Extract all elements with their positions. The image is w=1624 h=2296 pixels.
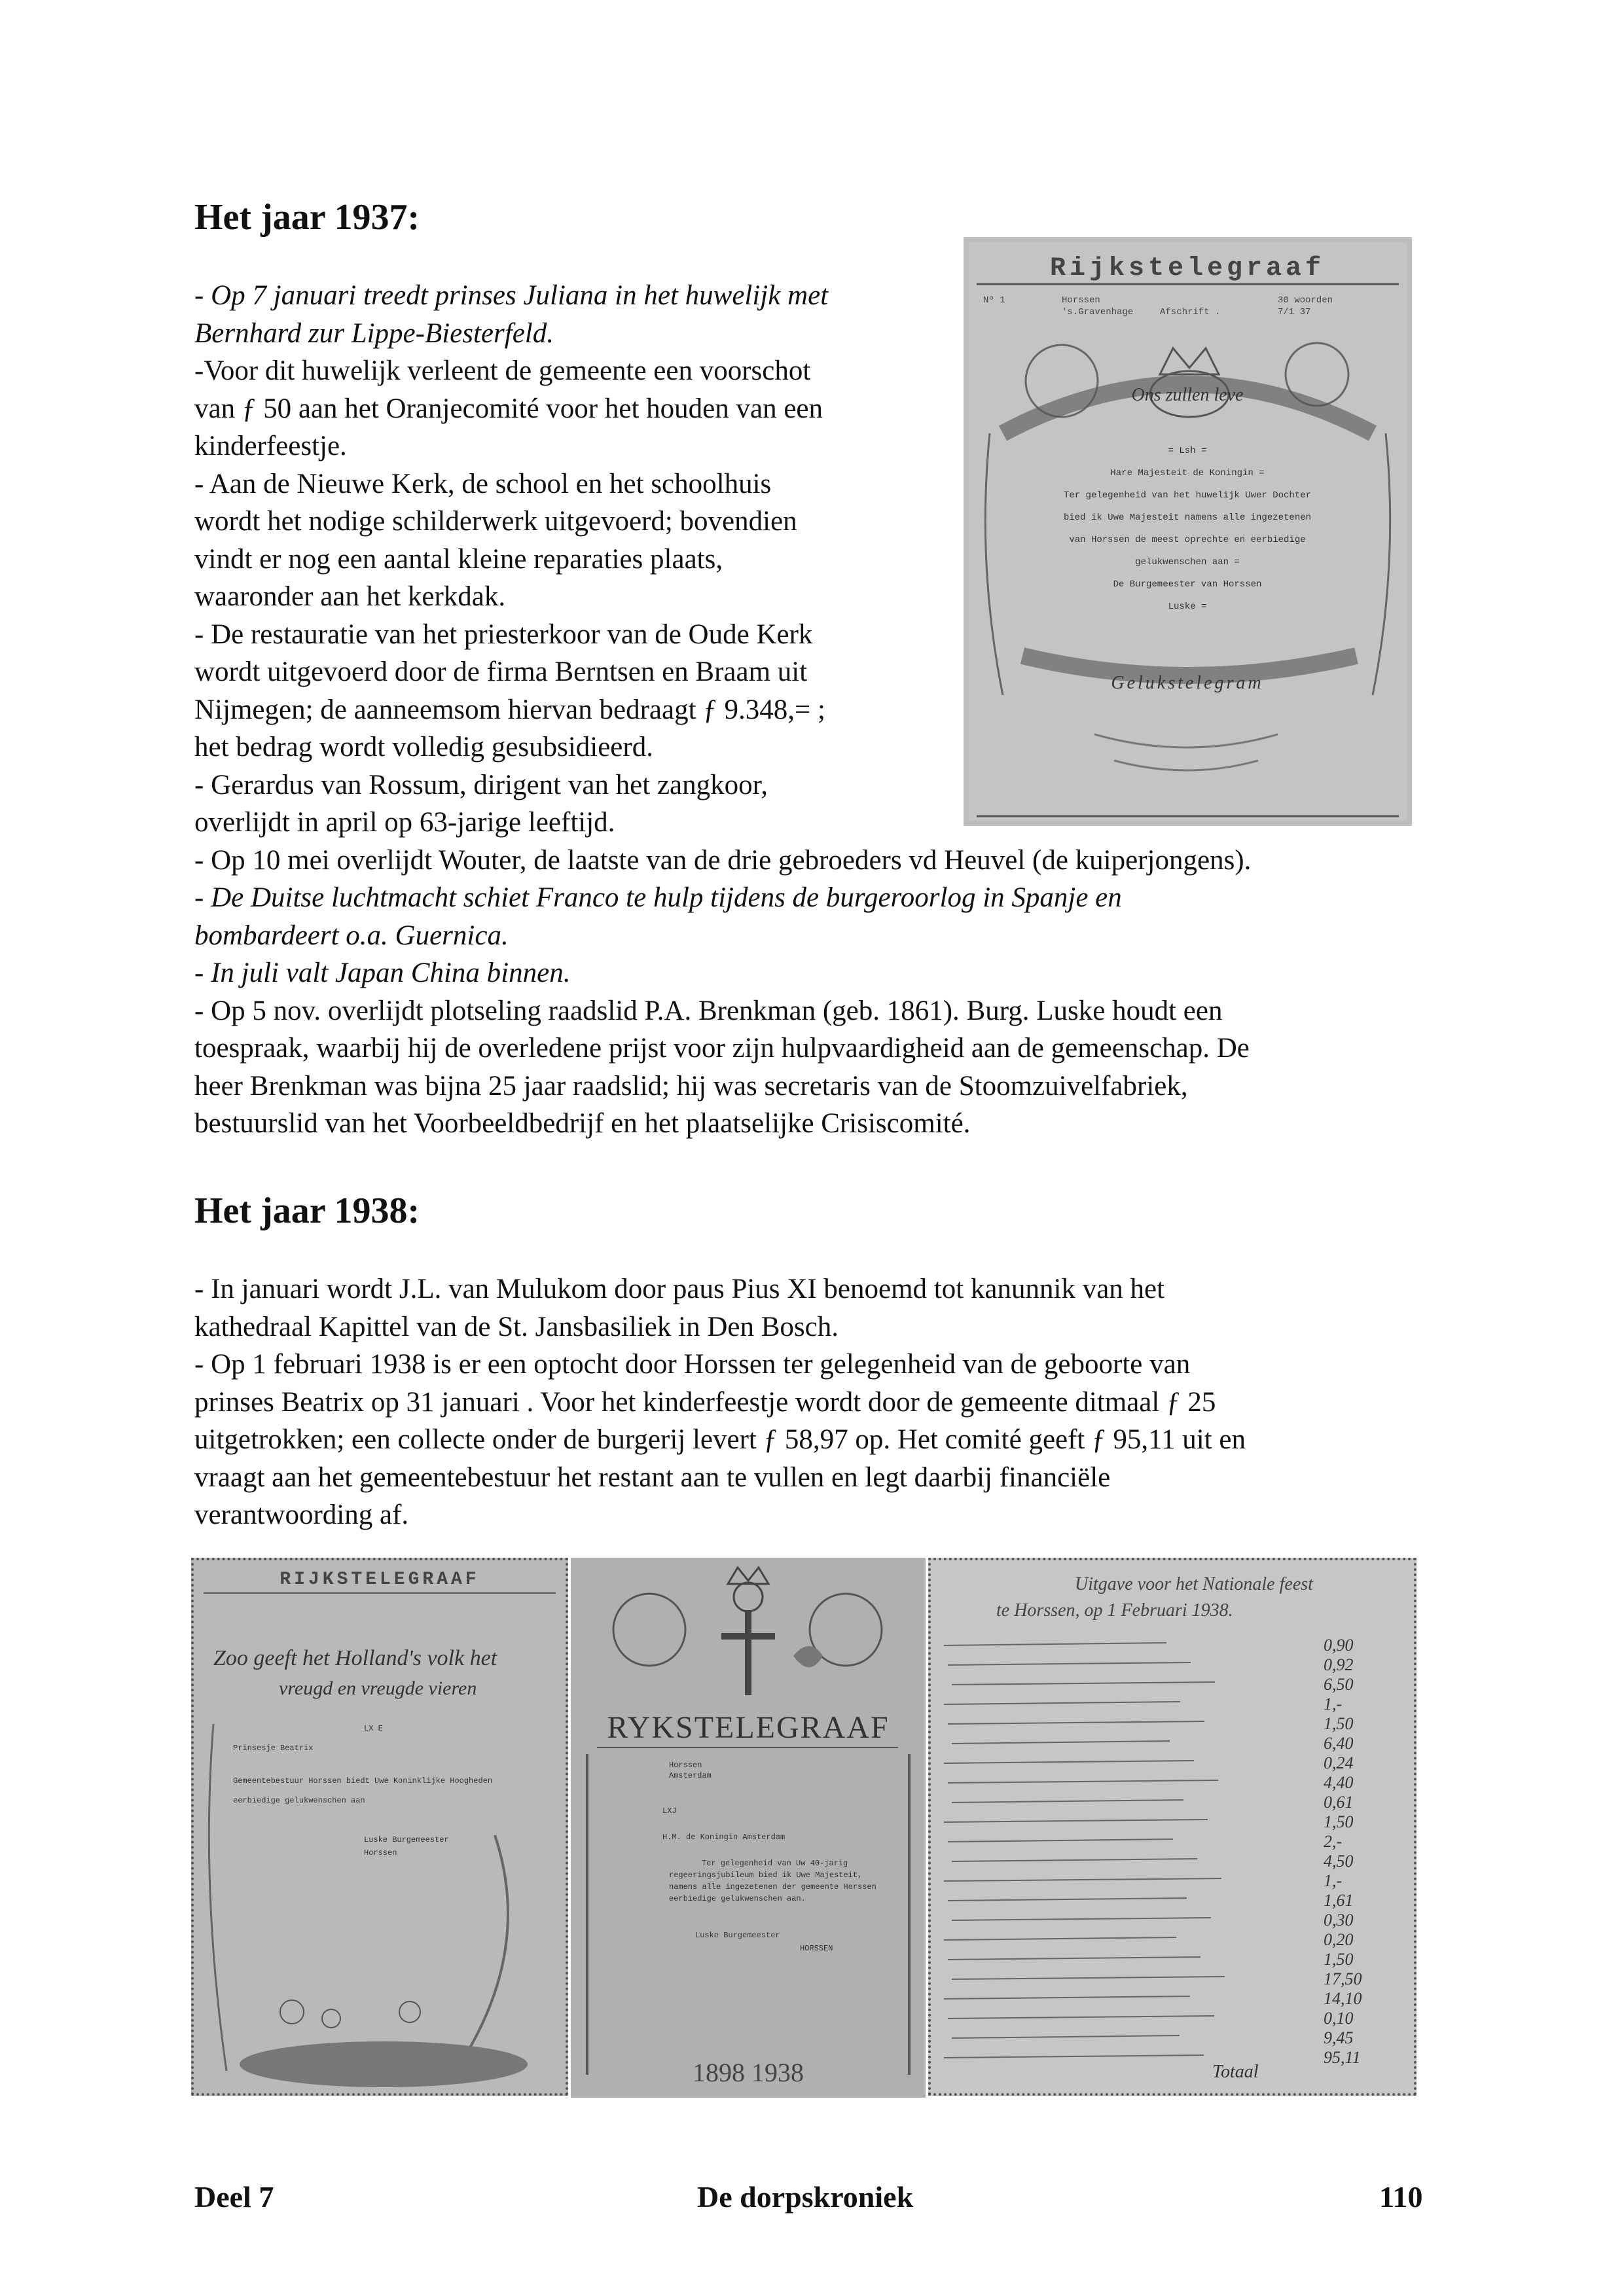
expense-row-line — [948, 1957, 1200, 1960]
expense-row-line — [952, 1682, 1215, 1685]
telegram-1938b-line: H.M. de Koningin Amsterdam — [662, 1833, 785, 1842]
expense-row-line — [952, 2036, 1180, 2038]
expense-row-line — [944, 1643, 1166, 1645]
telegram-1938a-line: Gemeentebestuur Horssen biedt Uwe Koninklijke Hoogheden — [233, 1776, 493, 1785]
expense-row-line — [948, 1839, 1173, 1842]
telegram-1937-banner-bottom: Gelukstelegram — [1111, 673, 1264, 693]
expense-row-line — [952, 1918, 1211, 1920]
telegram-1938b-to: Amsterdam — [669, 1771, 712, 1780]
expense-amount: 9,45 — [1324, 2028, 1354, 2047]
telegram-1938b-header: RYKSTELEGRAAF — [607, 1710, 890, 1745]
expense-amount: 0,24 — [1324, 1753, 1354, 1772]
expense-amount: 17,50 — [1324, 1969, 1362, 1988]
telegram-1937-line: Hare Majesteit de Koningin = — [1110, 468, 1265, 478]
telegram-1938-beatrix-image — [191, 1558, 568, 2096]
text-line: wordt het nodige schilderwerk uitgevoerd; bovendien — [194, 506, 797, 537]
telegram-1937-line: Luske = — [1168, 601, 1207, 612]
telegram-1938b-line: regeeringsjubileum bied ik Uwe Majesteit, — [669, 1871, 863, 1880]
footer-part: Deel 7 — [194, 2180, 274, 2214]
text-line: heer Brenkman was bijna 25 jaar raadslid; hij was secretaris van de Stoomzuivelfabriek, — [194, 1070, 1188, 1102]
expense-title-1: Uitgave voor het Nationale feest — [1075, 1574, 1313, 1594]
expense-amount: 6,50 — [1324, 1675, 1354, 1694]
telegram-1937-line: Ter gelegenheid van het huwelijk Uwer Dochter — [1063, 490, 1312, 501]
expense-row-line — [948, 1898, 1187, 1901]
telegram-1938-jubilee-image — [571, 1558, 926, 2098]
expense-row-line — [944, 1820, 1208, 1822]
expense-amount: 1,- — [1324, 1871, 1343, 1890]
expense-row-line — [944, 1996, 1190, 1999]
section-1938-text — [194, 1270, 1246, 1534]
telegram-1938b-line: namens alle ingezetenen der gemeente Horssen — [669, 1882, 876, 1892]
telegram-1938b-line: Luske Burgemeester — [695, 1931, 780, 1940]
expense-row-line — [944, 1937, 1176, 1940]
expense-amount: 0,90 — [1324, 1636, 1354, 1655]
text-line: overlijdt in april op 63-jarige leeftijd. — [194, 807, 615, 838]
text-line: Nijmegen; de aanneemsom hiervan bedraagt ƒ 9.348,= ; — [194, 694, 825, 725]
expense-title-2: te Horssen, op 1 Februari 1938. — [996, 1600, 1233, 1621]
text-line: - Op 5 nov. overlijdt plotseling raadslid P.A. Brenkman (geb. 1861). Burg. Luske houdt een — [194, 995, 1223, 1026]
telegram-1937-line: De Burgemeester van Horssen — [1113, 579, 1262, 590]
expense-amount: 1,61 — [1324, 1891, 1354, 1910]
svg-text:30 woorden: 30 woorden — [1278, 295, 1333, 306]
text-line: - Aan de Nieuwe Kerk, de school en het schoolhuis — [194, 468, 772, 499]
telegram-1937-header: Rijkstelegraaf — [1049, 254, 1326, 283]
expense-amount: 6,40 — [1324, 1734, 1354, 1753]
expense-amount: 0,20 — [1324, 1930, 1354, 1949]
telegram-1937-banner-top: Ons zullen leve — [1131, 385, 1244, 405]
text-line: waaronder aan het kerkdak. — [194, 581, 506, 612]
expense-amount: 95,11 — [1324, 2048, 1361, 2067]
text-line: prinses Beatrix op 31 januari . Voor het kinderfeestje wordt door de gemeente ditmaal ƒ 25 — [194, 1386, 1216, 1418]
text-line: - Op 1 februari 1938 is er een optocht door Horssen ter gelegenheid van de geboorte van — [194, 1349, 1191, 1380]
expense-amount: 1,50 — [1324, 1950, 1354, 1969]
expense-row-line — [952, 1977, 1225, 1979]
expense-row-line — [944, 1761, 1194, 1763]
expense-row-line — [952, 1859, 1197, 1861]
text-line: vindt er nog een aantal kleine reparaties plaats, — [194, 543, 723, 575]
text-line: wordt uitgevoerd door de firma Berntsen en Braam uit — [194, 656, 808, 687]
expense-row-line — [952, 1800, 1183, 1803]
telegram-1937-from: Horssen — [1062, 295, 1100, 306]
telegram-1938b-line: eerbiedige gelukwenschen aan. — [669, 1894, 806, 1903]
text-line: - De restauratie van het priesterkoor van de Oude Kerk — [194, 619, 813, 650]
text-line: - In juli valt Japan China binnen. — [194, 958, 571, 988]
expense-row-line — [944, 2055, 1204, 2058]
telegram-1938a-line: eerbiedige gelukwenschen aan — [233, 1796, 365, 1805]
text-line: - De Duitse luchtmacht schiet Franco te hulp tijdens de burgeroorlog in Spanje en — [194, 882, 1122, 913]
expense-row-line — [948, 1721, 1204, 1724]
telegram-1937-line: van Horssen de meest oprechte en eerbiedige — [1069, 535, 1306, 545]
telegram-1938a-line: Luske Burgemeester — [364, 1835, 449, 1844]
text-line: bestuurslid van het Voorbeeldbedrijf en het plaatselijke Crisiscomité. — [194, 1108, 971, 1139]
telegram-1937-to: 's.Gravenhage — [1062, 307, 1134, 317]
telegram-1938b-line: Ter gelegenheid van Uw 40-jarig — [702, 1859, 848, 1868]
text-line: kathedraal Kapittel van de St. Jansbasiliek in Den Bosch. — [194, 1311, 839, 1342]
expense-amount: 4,50 — [1324, 1852, 1354, 1871]
expense-row-line — [952, 1741, 1170, 1744]
telegram-1938a-line: Horssen — [364, 1848, 397, 1857]
text-line: uitgetrokken; een collecte onder de burgerij levert ƒ 58,97 op. Het comité geeft ƒ 95,11 uit en — [194, 1424, 1246, 1455]
text-line: - In januari wordt J.L. van Mulukom door paus Pius XI benoemd tot kanunnik van het — [194, 1274, 1165, 1304]
svg-text:7/1 37: 7/1 37 — [1278, 307, 1311, 317]
telegram-1938a-motto-2: vreugd en vreugde vieren — [279, 1677, 477, 1699]
telegram-1937-line: = Lsh = — [1168, 446, 1207, 456]
telegram-1938a-motto-1: Zoo geeft het Holland's volk het — [213, 1646, 497, 1670]
expense-total-label: Totaal — [1212, 2062, 1259, 2082]
expense-row-line — [948, 2016, 1214, 2018]
expense-amount: 0,10 — [1324, 2009, 1354, 2028]
text-line: Bernhard zur Lippe-Biesterfeld. — [194, 317, 554, 349]
text-line: verantwoording af. — [194, 1499, 409, 1530]
expense-amount: 1,- — [1324, 1695, 1343, 1713]
heading-1937: Het jaar 1937: — [194, 197, 420, 238]
telegram-1938a-line: LX E — [364, 1724, 383, 1733]
expense-amount: 0,30 — [1324, 1910, 1354, 1929]
expense-amount: 1,50 — [1324, 1812, 1354, 1831]
telegram-1937-image — [964, 237, 1412, 826]
expense-list-image — [928, 1558, 1416, 2096]
telegram-1938a-line: Prinsesje Beatrix — [233, 1744, 314, 1753]
text-line: - Op 10 mei overlijdt Wouter, de laatste van de drie gebroeders vd Heuvel (de kuiperjongens). — [194, 844, 1252, 876]
text-line: - Op 7 januari treedt prinses Juliana in het huwelijk met — [194, 280, 829, 311]
heading-1938: Het jaar 1938: — [194, 1191, 420, 1231]
telegram-1937-line: bied ik Uwe Majesteit namens alle ingezetenen — [1063, 512, 1312, 523]
expense-amount: 14,10 — [1324, 1989, 1362, 2008]
page-number: 110 — [1379, 2180, 1423, 2214]
text-line: kinderfeestje. — [194, 431, 347, 461]
expense-amount: 4,40 — [1324, 1773, 1354, 1792]
expense-row-line — [948, 1780, 1218, 1783]
text-line: het bedrag wordt volledig gesubsidieerd. — [194, 732, 653, 762]
expense-row-line — [944, 1702, 1180, 1704]
expense-amount: 1,50 — [1324, 1714, 1354, 1733]
telegram-1938b-from: Horssen — [669, 1761, 702, 1770]
text-line: vraagt aan het gemeentebestuur het restant aan te vullen en legt daarbij financiële — [194, 1462, 1111, 1493]
text-line: toespraak, waarbij hij de overledene prijst voor zijn hulpvaardigheid aan de gemeenschap. De — [194, 1033, 1250, 1064]
telegram-1938b-line: LXJ — [662, 1806, 677, 1816]
expense-amount: 2,- — [1324, 1832, 1343, 1851]
telegram-1937-line: gelukwenschen aan = — [1135, 557, 1240, 567]
text-line: van ƒ 50 aan het Oranjecomité voor het houden van een — [194, 393, 823, 424]
expense-amount: 0,92 — [1324, 1655, 1354, 1674]
text-line: bombardeert o.a. Guernica. — [194, 920, 509, 951]
text-line: -Voor dit huwelijk verleent de gemeente een voorschot — [194, 355, 811, 386]
expense-amount: 0,61 — [1324, 1793, 1354, 1812]
text-line: - Gerardus van Rossum, dirigent van het zangkoor, — [194, 769, 768, 800]
telegram-1938a-header: RIJKSTELEGRAAF — [280, 1570, 480, 1590]
expense-row-line — [948, 1662, 1191, 1665]
expense-row-line — [944, 1878, 1221, 1881]
footer-title: De dorpskroniek — [697, 2180, 914, 2214]
svg-text:Afschrift .: Afschrift . — [1160, 307, 1221, 317]
telegram-1938b-line: HORSSEN — [800, 1944, 833, 1953]
telegram-1938b-years: 1898 1938 — [693, 2058, 804, 2087]
svg-text:Nº 1: Nº 1 — [983, 295, 1005, 306]
